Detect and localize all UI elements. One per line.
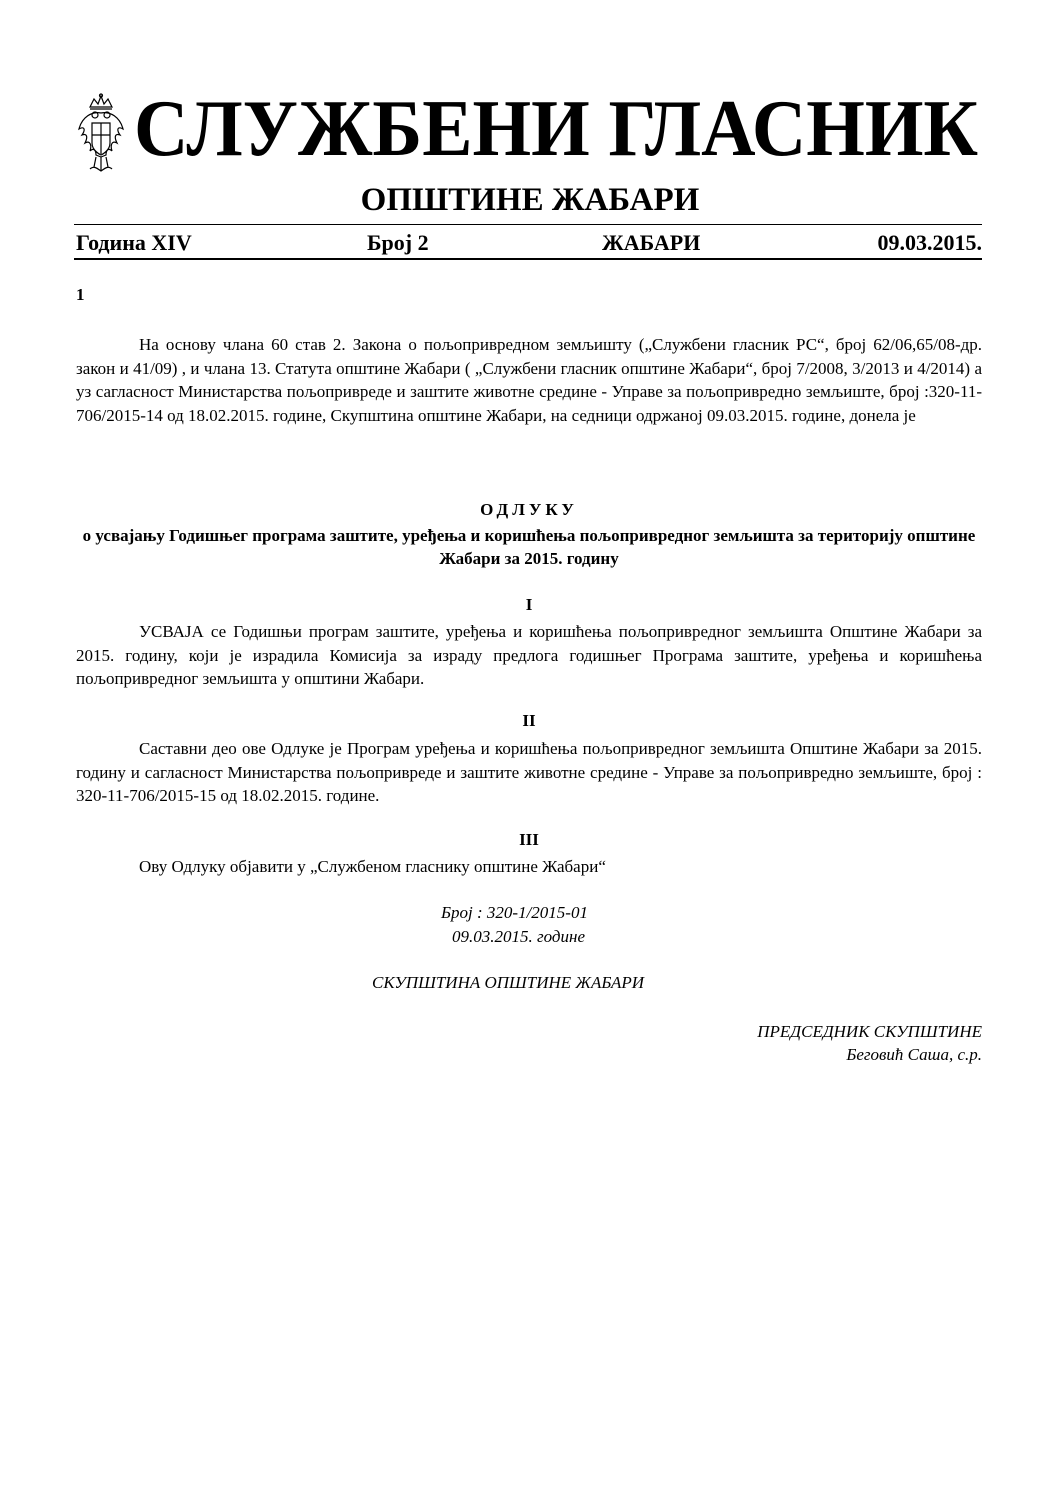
item-number: 1 [76, 285, 85, 304]
preamble-paragraph: На основу члана 60 став 2. Закона о пољопривредном земљишту („Службени гласник РС“, број 62/06,65/08-др. закон и 41/09) , и члана 13. Статута општине Жабари ( „Службени гласник општине Жабари“, број 7/2008, 3/2013 и 4/2014) а уз сагласност Министарства пољопривреде и заштите животне средине - Управе за пољопривредно земљиште, број :320-11-706/2015-14 од 18.02.2015. године, Скупштина општине Жабари, на седници одржаној 09.03.2015. године, донела је [76, 335, 982, 425]
reference-number: Број : 320-1/2015-01 [441, 903, 588, 922]
issuing-body: СКУПШТИНА ОПШТИНЕ ЖАБАРИ [372, 973, 644, 992]
coat-of-arms-icon [76, 93, 126, 173]
section-number-1: I [525, 595, 533, 614]
section-text-1: УСВАЈА се Годишњи програм заштите, уређења и коришћења пољопривредног земљишта Општине Жабари за 2015. годину, који је израдила Комисија за израду предлога годишњег Програма заштите, уређења и коришћења пољопривредног земљишта у општини Жабари. [76, 622, 982, 688]
gazette-subtitle: ОПШТИНЕ ЖАБАРИ [360, 182, 700, 218]
issue-place: ЖАБАРИ [602, 230, 701, 255]
section-number-2: II [522, 711, 536, 730]
issue-date: 09.03.2015. [877, 230, 982, 255]
header-rule-bottom [74, 258, 982, 260]
issue-year: Година XIV [76, 230, 192, 255]
header-rule-top [74, 224, 982, 225]
section-number-3: III [519, 830, 539, 849]
signatory-position: ПРЕДСЕДНИК СКУПШТИНЕ [757, 1022, 982, 1041]
decision-date: 09.03.2015. године [452, 927, 585, 946]
gazette-title: СЛУЖБЕНИ ГЛАСНИК [134, 83, 979, 173]
section-text-2: Саставни део ове Одлуке је Програм уређења и коришћења пољопривредног земљишта Општине Жабари за 2015. годину и сагласност Министарства пољопривреде и заштите животне средине - Управе за пољопривредно земљиште, број : 320-11-706/2015-15 од 18.02.2015. године. [76, 739, 982, 805]
signatory-name: Беговић Саша, с.р. [846, 1045, 982, 1064]
section-text-3: Ову Одлуку објавити у „Службеном гласнику општине Жабари“ [139, 857, 606, 876]
decision-heading: ОДЛУКУ [480, 500, 578, 519]
decision-subheading: о усвајању Годишњег програма заштите, уређења и коришћења пољопривредног земљишта за територију општине Жабари за 2015. годину [82, 526, 976, 568]
issue-number: Број 2 [367, 230, 429, 255]
